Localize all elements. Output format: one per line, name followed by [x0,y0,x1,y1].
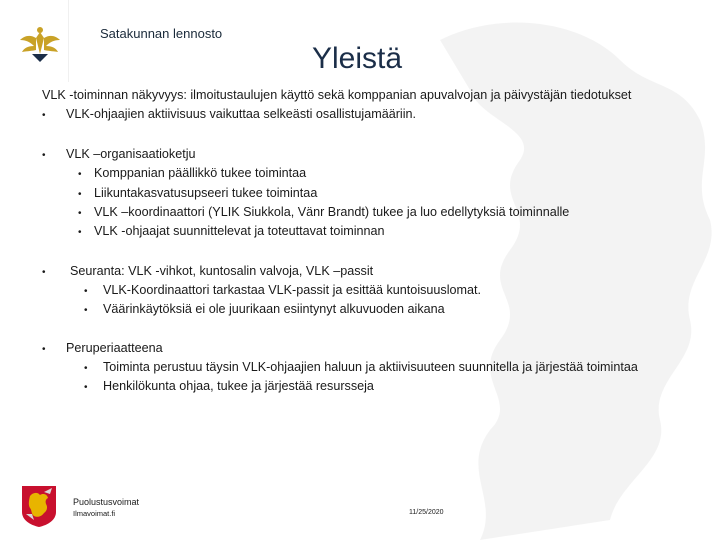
sub-bullet: • [78,189,82,200]
bullet: • [42,267,46,278]
section-heading: Peruperiaatteena [66,341,163,355]
bullet: • [42,110,46,121]
sub-bullet: • [84,305,88,316]
list-item: Väärinkäytöksiä ei ole juurikaan esiintynyt alkuvuoden aikana [103,302,445,316]
bullet: • [42,150,46,161]
sub-bullet: • [84,382,88,393]
bullet: • [42,344,46,355]
footer-date: 11/25/2020 [409,509,444,516]
list-item: Komppanian päällikkö tukee toimintaa [94,166,307,180]
air-force-wing-emblem-icon [18,24,62,64]
list-item: Toiminta perustuu täysin VLK-ohjaajien haluun ja aktiivisuuteen suunnitella ja järjestää toimintaa [103,360,638,374]
section-heading: Seuranta: VLK -vihkot, kuntosalin valvoja, VLK –passit [70,264,374,278]
sub-bullet: • [78,227,82,238]
section-heading: VLK –organisaatioketju [66,147,196,161]
list-item: Liikuntakasvatusupseeri tukee toimintaa [94,186,318,200]
page-title: Yleistä [312,42,403,75]
footer-organization: Puolustusvoimat [73,497,140,507]
list-item: VLK -ohjaajat suunnittelevat ja toteuttavat toiminnan [94,224,385,238]
list-item: VLK –koordinaattori (YLIK Siukkola, Vänr Brandt) tukee ja luo edellytyksiä toiminnalle [94,205,570,219]
sub-bullet: • [84,363,88,374]
list-item: Henkilökunta ohjaa, tukee ja järjestää resursseja [103,379,374,393]
list-item: VLK-Koordinaattori tarkastaa VLK-passit ja esittää kuntoisuuslomat. [103,283,482,297]
sub-bullet: • [78,208,82,219]
sub-bullet: • [78,169,82,180]
lion-watermark-icon [320,0,720,540]
organization-name: Satakunnan lennosto [100,26,223,41]
sub-bullet: • [84,286,88,297]
intro-text: VLK -toiminnan näkyvyys: ilmoitustaulujen käyttö sekä komppanian apuvalvojan ja päivystäjän tiedotukset [42,88,632,102]
lion-crest-icon [20,484,58,528]
footer-website: Ilmavoimat.fi [73,509,116,518]
intro-bullet-text: VLK-ohjaajien aktiivisuus vaikuttaa selkeästi osallistujamääriin. [66,107,416,121]
